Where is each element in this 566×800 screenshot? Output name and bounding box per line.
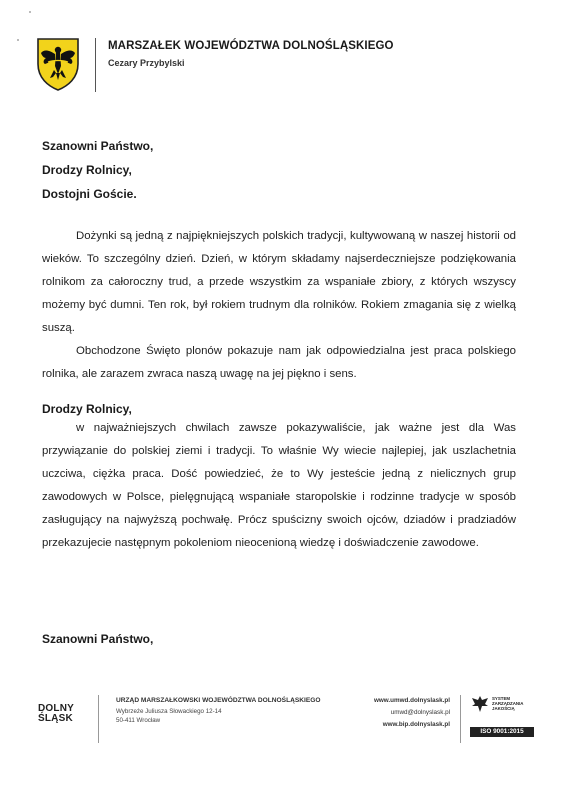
paragraph-1: Dożynki są jedną z najpiękniejszych polskich tradycji, kultywowaną w naszej historii od wieków. To szczególny dzień. Dzień, w którym składamy najserdeczniejsze podziękowania rolnikom za całoroczny trud, a przede wszystkim za wspaniałe zbiory, z których wszyscy możemy być dumni. Ten rok, był rokiem trudnym dla rolników. Rokiem zmagania się z wielką suszą. xyxy=(42,230,516,334)
footer-bip-link[interactable]: www.bip.dolnyslask.pl xyxy=(382,721,450,728)
paragraph-2: Obchodzone Święto plonów pokazuje nam jak odpowiedzialna jest praca polskiego rolnika, ale zarazem zwraca naszą uwagę na jej piękno i sens. xyxy=(42,345,516,380)
logo-line-2: ŚLĄSK xyxy=(38,713,73,724)
footer-address-city: 50-411 Wrocław xyxy=(116,717,161,724)
scan-speck xyxy=(17,39,19,41)
iso-caption: SYSTEM ZARZĄDZANIA JAKOŚCIĄ xyxy=(492,696,524,711)
quality-eagle-icon xyxy=(470,694,490,714)
footer-email-link[interactable]: umwd@dolnyslask.pl xyxy=(390,709,450,716)
logo-line-1: DOLNY xyxy=(38,703,74,714)
salutation-line-2: Drodzy Rolnicy, xyxy=(42,163,132,177)
scan-speck xyxy=(29,11,31,13)
footer-address-street: Wybrzeże Juliusza Słowackiego 12-14 xyxy=(116,708,222,715)
footer-office: URZĄD MARSZAŁKOWSKI WOJEWÓDZTWA DOLNOŚLĄSKIEGO xyxy=(116,697,321,704)
coat-of-arms-icon xyxy=(34,36,82,92)
dolny-slask-logo xyxy=(38,704,78,724)
closing-salutation: Szanowni Państwo, xyxy=(42,632,154,646)
iso-certificate-badge xyxy=(470,694,534,742)
header-name: Cezary Przybylski xyxy=(108,58,185,68)
paragraph-3: w najważniejszych chwilach zawsze pokazywaliście, jak ważne jest dla Was przywiązanie do polskiej ziemi i tradycji. To właśnie Wy wiecie najlepiej, jak uszlachetnia uczciwa, ciężka praca. Dość powiedzieć, że to Wy jesteście jedną z nielicznych grup zawodowych w Polsce, pielęgnującą wspaniałe staropolskie i rodzinne tradycje w sposób zasługujący na najwyższą pochwałę. Prócz spuścizny swoich ojców, dziadów i pradziadów przekazujecie następnym pokoleniom nieocenioną wiedzę i doświadczenie zawodowe. xyxy=(42,422,516,549)
salutation-line-3: Dostojni Goście. xyxy=(42,187,137,201)
iso-label: ISO 9001:2015 xyxy=(470,727,534,737)
footer-divider-right xyxy=(460,695,461,743)
footer-website-link[interactable]: www.umwd.dolnyslask.pl xyxy=(373,697,450,704)
header-divider xyxy=(95,38,96,92)
section-heading: Drodzy Rolnicy, xyxy=(42,402,132,416)
salutation-line-1: Szanowni Państwo, xyxy=(42,139,154,153)
header-title: MARSZAŁEK WOJEWÓDZTWA DOLNOŚLĄSKIEGO xyxy=(108,40,394,52)
footer-divider-left xyxy=(98,695,99,743)
